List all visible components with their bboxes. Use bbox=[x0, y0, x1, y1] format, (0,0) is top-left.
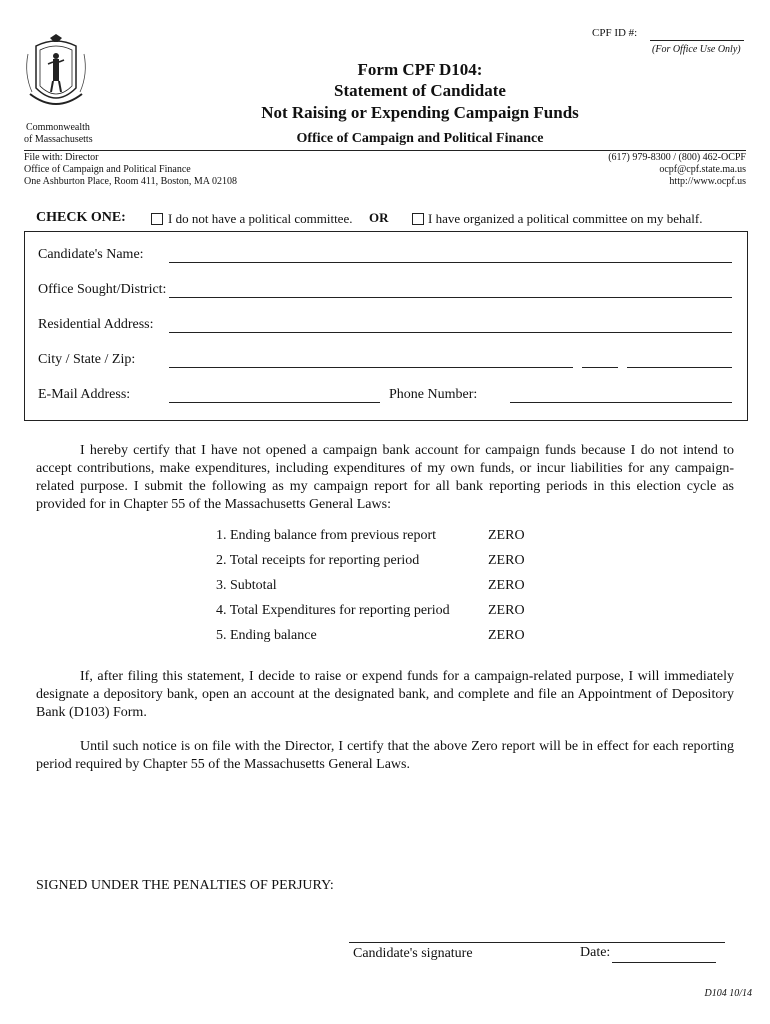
seal-caption-1: Commonwealth bbox=[26, 122, 90, 133]
no-committee-checkbox[interactable] bbox=[151, 213, 163, 225]
form-subtitle-1: Statement of Candidate bbox=[334, 81, 506, 100]
signature-label: Candidate's signature bbox=[353, 946, 473, 961]
report-label-5: 5. Ending balance bbox=[216, 628, 317, 643]
seal-caption-2: of Massachusetts bbox=[24, 134, 93, 145]
report-value-2: ZERO bbox=[488, 553, 525, 568]
phone-label: Phone Number: bbox=[389, 387, 478, 402]
candidate-name-field[interactable] bbox=[169, 262, 732, 263]
report-row-5 bbox=[216, 628, 536, 653]
report-value-1: ZERO bbox=[488, 528, 525, 543]
if-after-paragraph: If, after filing this statement, I decide to raise or expend funds for a campaign-related purpose, I will immediately designate a depository bank, open an account at the designated bank, and complete and file an Appointment of Depository Bank (D103) Form. bbox=[36, 669, 734, 720]
file-with-line: File with: Director bbox=[24, 152, 99, 163]
cpf-id-label: CPF ID #: bbox=[592, 27, 638, 39]
date-field[interactable] bbox=[612, 962, 716, 963]
perjury-statement: SIGNED UNDER THE PENALTIES OF PERJURY: bbox=[36, 878, 334, 893]
report-label-4: 4. Total Expenditures for reporting period bbox=[216, 603, 450, 618]
report-row-3 bbox=[216, 578, 536, 603]
form-subtitle-2: Not Raising or Expending Campaign Funds bbox=[261, 103, 579, 122]
office-sought-field[interactable] bbox=[169, 297, 732, 298]
certify-paragraph: I hereby certify that I have not opened a campaign bank account for campaign funds because I do not intend to accept contributions, make expenditures, including expenditures of my own funds, or incur liabilities for any campaign-related purpose. I submit the following as my campaign report for all bank reporting periods in this election cycle as provided for in Chapter 55 of the Massachusetts General Laws: bbox=[36, 443, 734, 512]
report-value-5: ZERO bbox=[488, 628, 525, 643]
email-label: E-Mail Address: bbox=[38, 387, 131, 402]
contact-website: http://www.ocpf.us bbox=[669, 176, 746, 187]
residential-address-field[interactable] bbox=[169, 332, 732, 333]
date-label: Date: bbox=[580, 945, 611, 960]
state-field[interactable] bbox=[582, 367, 618, 368]
phone-field[interactable] bbox=[510, 402, 732, 403]
signature-line[interactable] bbox=[349, 942, 725, 943]
report-label-3: 3. Subtotal bbox=[216, 578, 277, 593]
check-one-label: CHECK ONE: bbox=[36, 210, 126, 225]
contact-email: ocpf@cpf.state.ma.us bbox=[659, 164, 746, 175]
report-label-2: 2. Total receipts for reporting period bbox=[216, 553, 420, 568]
report-list bbox=[216, 528, 536, 653]
city-state-zip-label: City / State / Zip: bbox=[38, 352, 136, 367]
report-value-3: ZERO bbox=[488, 578, 525, 593]
report-label-1: 1. Ending balance from previous report bbox=[216, 528, 437, 543]
header-rule bbox=[24, 150, 746, 151]
residential-address-label: Residential Address: bbox=[38, 317, 154, 332]
email-field[interactable] bbox=[169, 402, 380, 403]
report-row-2 bbox=[216, 553, 536, 578]
contact-phone: (617) 979-8300 / (800) 462-OCPF bbox=[608, 152, 746, 163]
office-name: Office of Campaign and Political Finance bbox=[296, 131, 544, 146]
form-code: D104 10/14 bbox=[704, 988, 752, 999]
committee-label: I have organized a political committee on my behalf. bbox=[428, 211, 703, 226]
office-use-note: (For Office Use Only) bbox=[652, 44, 741, 55]
no-committee-label: I do not have a political committee. bbox=[168, 211, 353, 226]
form-title: Form CPF D104: bbox=[357, 60, 483, 79]
cpf-id-field[interactable] bbox=[650, 40, 744, 41]
candidate-name-label: Candidate's Name: bbox=[38, 247, 144, 262]
office-sought-label: Office Sought/District: bbox=[38, 282, 167, 297]
committee-checkbox[interactable] bbox=[412, 213, 424, 225]
street-address-line: One Ashburton Place, Room 411, Boston, MA 02108 bbox=[24, 176, 237, 187]
report-row-1 bbox=[216, 528, 536, 553]
report-value-4: ZERO bbox=[488, 603, 525, 618]
city-field[interactable] bbox=[169, 367, 573, 368]
or-label: OR bbox=[369, 210, 389, 225]
zip-field[interactable] bbox=[627, 367, 732, 368]
office-address-line: Office of Campaign and Political Finance bbox=[24, 164, 191, 175]
report-row-4 bbox=[216, 603, 536, 628]
until-paragraph: Until such notice is on file with the Director, I certify that the above Zero report will be in effect for each reporting period required by Chapter 55 of the Massachusetts General Laws. bbox=[36, 739, 734, 772]
